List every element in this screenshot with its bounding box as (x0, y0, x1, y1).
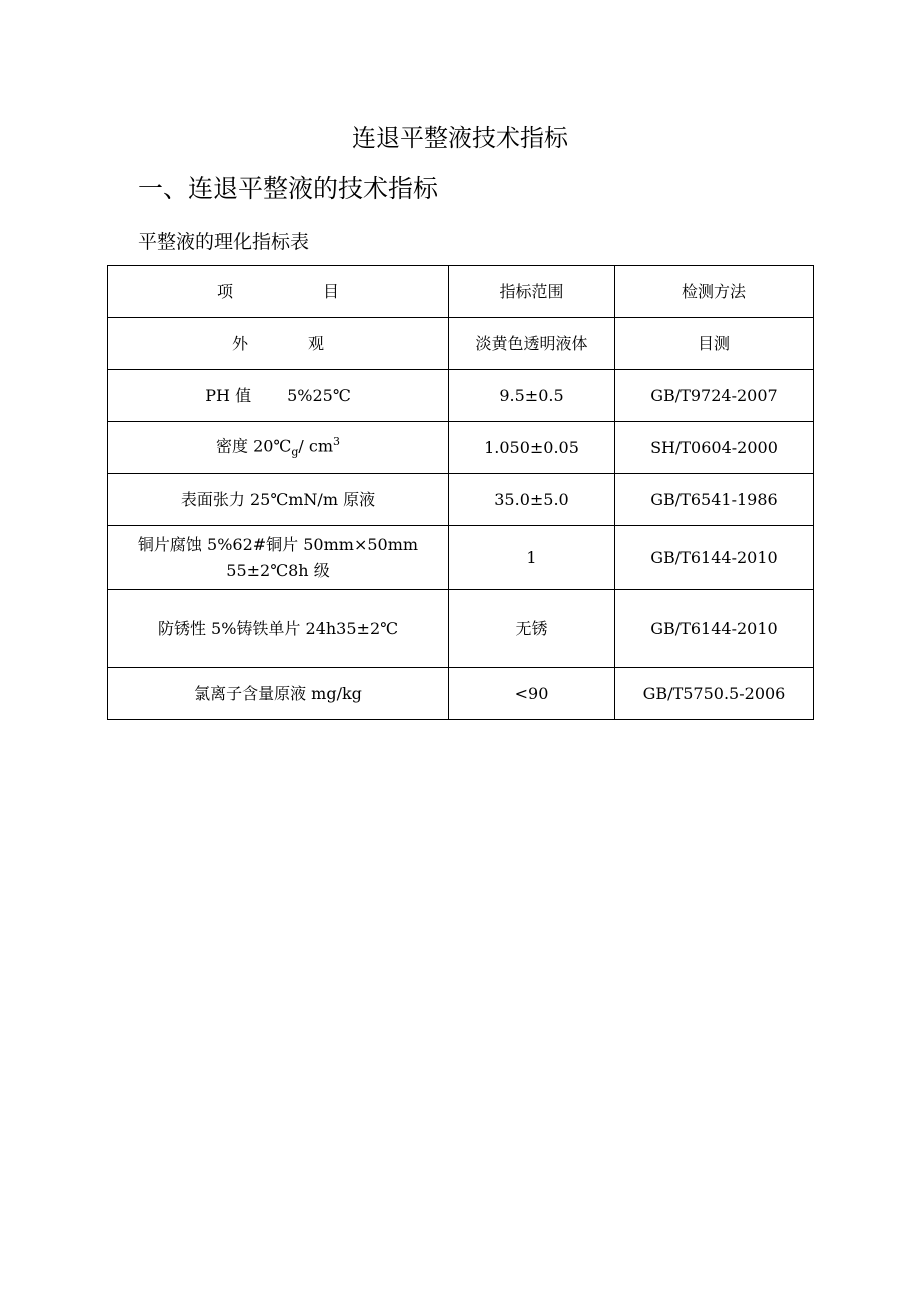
row-item-part2: 观 (308, 333, 325, 353)
row-method: GB/T5750.5-2006 (615, 668, 814, 720)
row-item-subscript: g (291, 445, 299, 459)
page-title: 连退平整液技术指标 (352, 124, 568, 152)
table-row (108, 422, 814, 474)
row-item-superscript: 3 (333, 435, 340, 449)
row-range: 1 (449, 526, 615, 590)
row-item-part1: 外 (231, 333, 248, 353)
row-item (108, 318, 449, 370)
table-row (108, 590, 814, 668)
header-item (108, 266, 449, 318)
row-method: 目测 (615, 318, 814, 370)
row-item-line2: 55±2℃8h 级 (226, 560, 330, 580)
table-caption: 平整液的理化指标表 (138, 231, 310, 253)
table-header-row (108, 266, 814, 318)
row-method: GB/T6144-2010 (615, 526, 814, 590)
header-method: 检测方法 (615, 266, 814, 318)
row-range: 9.5±0.5 (449, 370, 615, 422)
header-range: 指标范围 (449, 266, 615, 318)
row-item (108, 370, 449, 422)
row-method: GB/T6541-1986 (615, 474, 814, 526)
table-row (108, 526, 814, 590)
header-item-part1: 项 (216, 281, 233, 301)
row-range: 淡黄色透明液体 (449, 318, 615, 370)
row-range: <90 (449, 668, 615, 720)
row-item-unit: / cm (298, 436, 333, 456)
table-row (108, 474, 814, 526)
table-row (108, 370, 814, 422)
row-item-part1: PH 值 (205, 385, 252, 405)
row-item: 防锈性 5%铸铁单片 24h35±2℃ (108, 590, 449, 668)
row-range: 35.0±5.0 (449, 474, 615, 526)
row-item-line1: 铜片腐蚀 5%62#铜片 50mm×50mm (137, 534, 419, 554)
row-item (108, 422, 449, 474)
row-item-main: 密度 20℃ (215, 436, 292, 456)
header-item-part2: 目 (323, 281, 340, 301)
row-method: GB/T6144-2010 (615, 590, 814, 668)
row-method: GB/T9724-2007 (615, 370, 814, 422)
section-heading: 一、连退平整液的技术指标 (138, 174, 439, 203)
table-row (108, 668, 814, 720)
row-item: 表面张力 25℃mN/m 原液 (108, 474, 449, 526)
row-item-part2: 5%25℃ (287, 385, 351, 405)
row-range: 1.050±0.05 (449, 422, 615, 474)
row-item: 氯离子含量原液 mg/kg (108, 668, 449, 720)
spec-table (107, 265, 814, 720)
row-item (108, 526, 449, 590)
table-row (108, 318, 814, 370)
row-range: 无锈 (449, 590, 615, 668)
row-method: SH/T0604-2000 (615, 422, 814, 474)
